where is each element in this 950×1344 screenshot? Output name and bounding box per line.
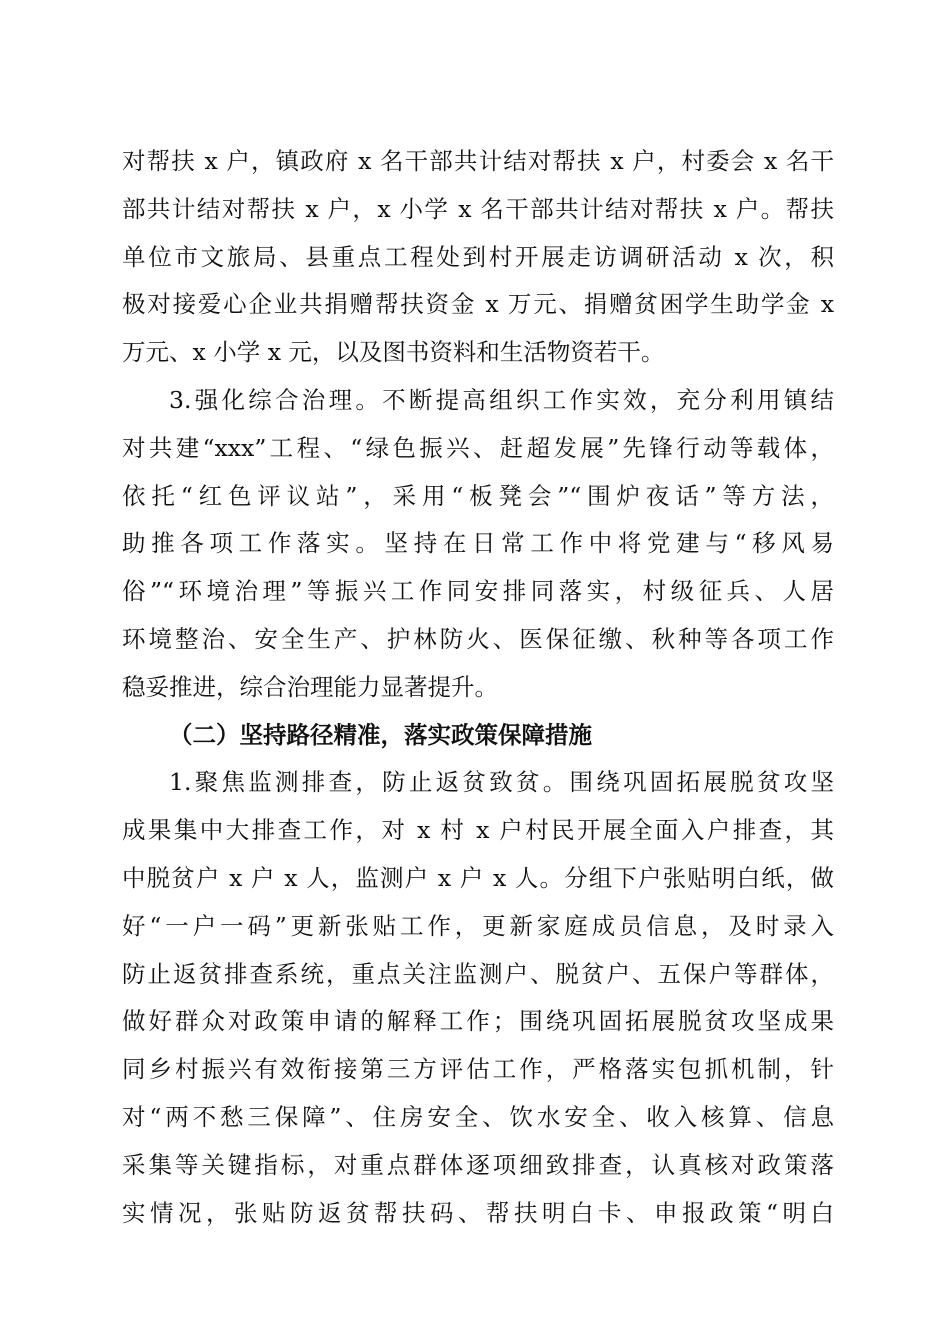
- text-line: 采集等关键指标，对重点群体逐项细致排查，认真核对政策落: [122, 1150, 834, 1179]
- text-line: 极对接爱心企业共捐赠帮扶资金 x 万元、捐赠贫困学生助学金 x: [122, 290, 834, 319]
- text-line: 做好群众对政策申请的解释工作；围绕巩固拓展脱贫攻坚成果: [122, 1007, 834, 1036]
- text-line: 单位市文旅局、县重点工程处到村开展走访调研活动 x 次，积: [122, 242, 834, 271]
- paragraph-governance: [122, 377, 834, 712]
- text-line: 成果集中大排查工作，对 x 村 x 户村民开展全面入户排查，其: [122, 816, 834, 845]
- text-line: 部共计结对帮扶 x 户，x 小学 x 名干部共计结对帮扶 x 户。帮扶: [122, 194, 834, 223]
- paragraph-monitoring: [122, 759, 834, 1237]
- text-line: 好“一户一码”更新张贴工作，更新家庭成员信息，及时录入: [122, 911, 834, 940]
- paragraph-assistance: [122, 138, 834, 377]
- text-line: 防止返贫排查系统，重点关注监测户、脱贫户、五保户等群体，: [122, 959, 834, 988]
- text-line: 同乡村振兴有效衔接第三方评估工作，严格落实包抓机制，针: [122, 1055, 834, 1084]
- text-line: 实情况，张贴防返贫帮扶码、帮扶明白卡、申报政策“明白: [122, 1198, 834, 1227]
- text-line: 环境整治、安全生产、护林防火、医保征缴、秋种等各项工作: [122, 624, 834, 653]
- text-line: 中脱贫户 x 户 x 人，监测户 x 户 x 人。分组下户张贴明白纸，做: [122, 863, 834, 892]
- text-line: 3.强化综合治理。不断提高组织工作实效，充分利用镇结: [169, 385, 834, 414]
- text-line: 依托“红色评议站”，采用“板凳会”“围炉夜话”等方法，: [122, 481, 834, 510]
- text-line: 对“两不愁三保障”、住房安全、饮水安全、收入核算、信息: [122, 1102, 834, 1131]
- text-line: 对帮扶 x 户，镇政府 x 名干部共计结对帮扶 x 户，村委会 x 名干: [122, 147, 834, 175]
- text-line: 1.聚焦监测排查，防止返贫致贫。围绕巩固拓展脱贫攻坚: [169, 768, 834, 797]
- section-heading-text: （二）坚持路径精准，落实政策保障措施: [169, 720, 592, 749]
- text-line: 助推各项工作落实。坚持在日常工作中将党建与“移风易: [122, 529, 834, 558]
- section-heading: [122, 712, 834, 760]
- text-line: 稳妥推进，综合治理能力显著提升。: [122, 672, 498, 701]
- text-line: 对共建“xxx”工程、“绿色振兴、赶超发展”先锋行动等载体，: [122, 433, 834, 462]
- text-line: 万元、x 小学 x 元，以及图书资料和生活物资若干。: [122, 338, 665, 367]
- document-body: [122, 138, 834, 1237]
- text-line: 俗”“环境治理”等振兴工作同安排同落实，村级征兵、人居: [122, 577, 834, 606]
